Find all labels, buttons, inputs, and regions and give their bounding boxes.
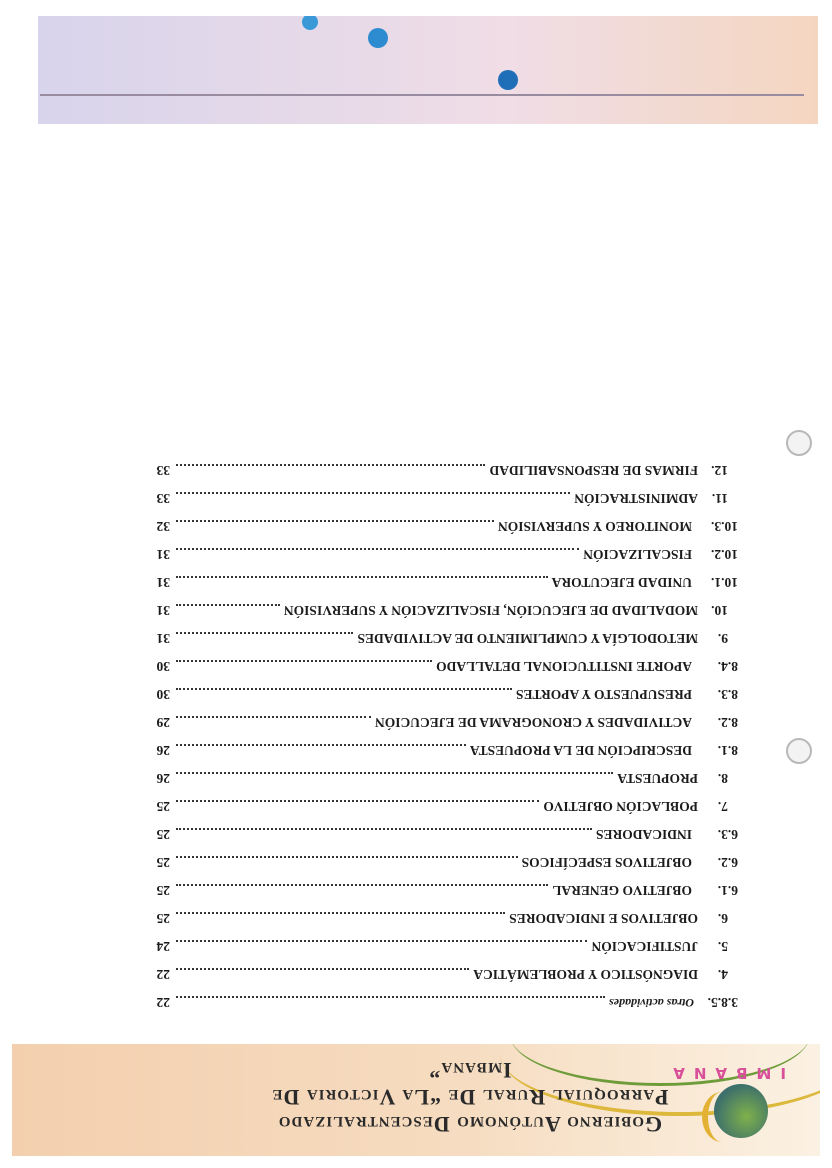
toc-page-number: 25 [156, 827, 170, 842]
toc-number: 8.4. [717, 659, 738, 674]
dot-leader [176, 548, 579, 550]
toc-page-number: 30 [156, 659, 170, 674]
toc-number: 6.3. [717, 827, 738, 842]
toc-page-number: 32 [156, 519, 170, 534]
binder-hole [786, 738, 812, 764]
toc-entry [142, 568, 742, 594]
toc-number: 12. [711, 463, 728, 478]
dot-leader [176, 940, 587, 942]
toc-entry [142, 540, 742, 566]
toc-entry [142, 904, 742, 930]
toc-number: 8. [717, 771, 728, 786]
toc-number: 6. [717, 911, 728, 926]
toc-entry [142, 876, 742, 902]
toc-title: INDICADORES [595, 827, 692, 842]
globe-icon [498, 70, 518, 90]
dot-leader [176, 464, 485, 466]
toc-number: 5. [717, 939, 728, 954]
toc-page-number: 29 [156, 715, 170, 730]
toc-title: MODALIDAD DE EJECUCIÓN, FISCALIZACIÓN Y SUPERVISIÓN [283, 603, 698, 618]
toc-entry [142, 988, 742, 1014]
toc-title: Otras actividades [609, 996, 694, 1010]
toc-page-number: 30 [156, 687, 170, 702]
toc-number: 8.2. [717, 715, 738, 730]
logo-wordmark: IMBANA [664, 1064, 786, 1082]
toc-title: ACTIVIDADES Y CRONOGRAMA DE EJECUCIÓN [374, 715, 692, 730]
toc-entry [142, 848, 742, 874]
toc-page-number: 33 [156, 463, 170, 478]
footer-divider [40, 94, 804, 96]
toc-title: ADMINISTRACIÓN [574, 491, 698, 506]
org-line-1: Gobierno Autónomo Descentralizado [277, 1112, 663, 1137]
toc-page-number: 22 [156, 967, 170, 982]
toc-page-number: 24 [156, 939, 170, 954]
toc-number: 3.8.5. [707, 995, 738, 1010]
toc-number: 11. [711, 491, 728, 506]
toc-entry [142, 652, 742, 678]
binder-hole [786, 430, 812, 456]
organization-name [260, 1057, 680, 1138]
dot-leader [176, 576, 548, 578]
toc-number: 10.2. [711, 547, 738, 562]
toc-title: PROPUESTA [617, 771, 698, 786]
toc-entry [142, 960, 742, 986]
sun-arc [702, 1092, 742, 1142]
toc-title: OBJETIVO GENERAL [552, 883, 692, 898]
dot-leader [176, 996, 605, 998]
toc-number: 6.2. [717, 855, 738, 870]
dot-leader [176, 632, 353, 634]
dot-leader [176, 968, 469, 970]
toc-number: 10. [711, 603, 728, 618]
dot-leader [176, 912, 505, 914]
toc-title: OBJETIVOS E INDICADORES [509, 911, 698, 926]
mail-icon [302, 16, 318, 30]
dot-leader [176, 492, 570, 494]
toc-entry [142, 456, 742, 482]
toc-page-number: 31 [156, 547, 170, 562]
toc-title: METODOLGÍA Y CUMPLIMIENTO DE ACTIVIDADES [357, 631, 698, 646]
toc-page-number: 31 [156, 631, 170, 646]
imbana-logo [664, 1048, 804, 1144]
toc-number: 9. [717, 631, 728, 646]
dot-leader [176, 828, 592, 830]
dot-leader [176, 716, 371, 718]
toc-title: JUSTIFICACIÓN [591, 939, 698, 954]
toc-page-number: 25 [156, 883, 170, 898]
toc-number: 8.3. [717, 687, 738, 702]
toc-entry [142, 624, 742, 650]
toc-number: 6.1. [717, 883, 738, 898]
dot-leader [176, 744, 466, 746]
toc-number: 10.3. [711, 519, 738, 534]
toc-entry [142, 764, 742, 790]
toc-title: APORTE INSTITUCIONAL DETALLADO [436, 659, 692, 674]
dot-leader [176, 604, 280, 606]
dot-leader [176, 800, 539, 802]
toc-number: 10.1. [711, 575, 738, 590]
toc-number: 8.1. [717, 743, 738, 758]
toc-title: FISCALIZACIÓN [583, 547, 692, 562]
toc-entry [142, 820, 742, 846]
toc-page-number: 25 [156, 911, 170, 926]
toc-page-number: 33 [156, 491, 170, 506]
toc-title: FIRMAS DE RESPONSABILIDAD [489, 463, 698, 478]
toc-page-number: 26 [156, 771, 170, 786]
dot-leader [176, 856, 518, 858]
web-icon [368, 28, 388, 48]
toc-title: UNIDAD EJECUTORA [551, 575, 692, 590]
toc-page-number: 25 [156, 799, 170, 814]
letterhead-footer [38, 16, 818, 124]
toc-entry [142, 736, 742, 762]
letterhead-header [12, 1044, 820, 1156]
dot-leader [176, 688, 512, 690]
toc-entry [142, 484, 742, 510]
toc-entry [142, 596, 742, 622]
toc-entry [142, 708, 742, 734]
toc-title: MONITOREO Y SUPERVISIÓN [497, 519, 692, 534]
toc-title: DIAGNÓSTICO Y PROBLEMÁTICA [473, 967, 698, 982]
org-line-2: Parroquial Rural De “La Victoria De Imbana” [271, 1058, 669, 1110]
toc-entry [142, 792, 742, 818]
toc-number: 7. [717, 799, 728, 814]
toc-title: POBLACIÓN OBJETIVO [543, 799, 698, 814]
toc-page-number: 26 [156, 743, 170, 758]
toc-page-number: 31 [156, 603, 170, 618]
dot-leader [176, 772, 613, 774]
toc-entry [142, 932, 742, 958]
dot-leader [176, 520, 494, 522]
toc-page-number: 25 [156, 855, 170, 870]
toc-title: PRESUPUESTO Y APORTES [515, 687, 692, 702]
toc-entry [142, 680, 742, 706]
toc-title: DESCRIPCIÓN DE LA PROPUESTA [469, 743, 692, 758]
toc-title: OBJETIVOS ESPECÍFICOS [521, 855, 692, 870]
dot-leader [176, 884, 548, 886]
toc-number: 4. [717, 967, 728, 982]
toc-page-number: 31 [156, 575, 170, 590]
toc-page-number: 22 [156, 995, 170, 1010]
dot-leader [176, 660, 432, 662]
toc-entry [142, 512, 742, 538]
